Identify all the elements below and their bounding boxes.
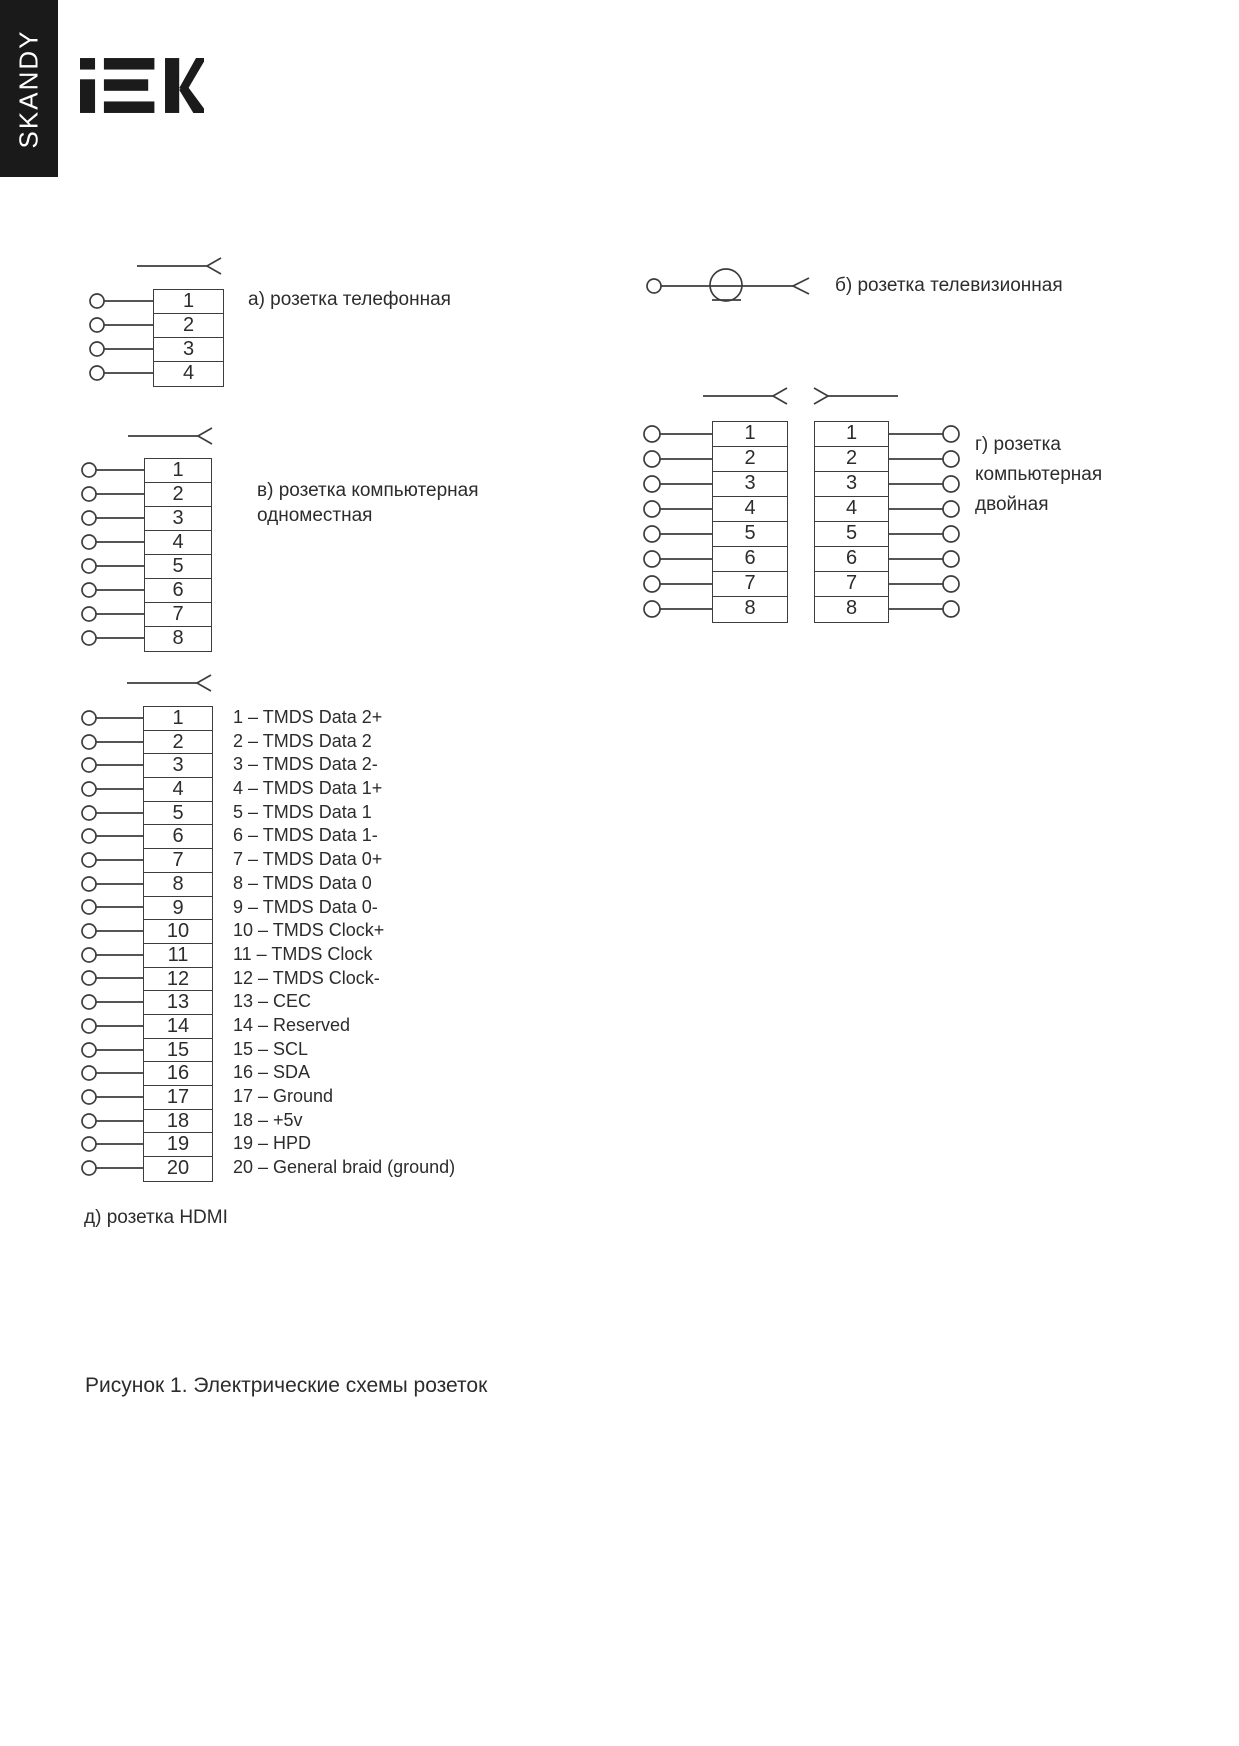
pin-cell: 16 (144, 1062, 212, 1086)
pin-cell: 15 (144, 1039, 212, 1063)
brand-vertical-text: SKANDY (13, 29, 44, 148)
pin-cell: 3 (154, 338, 223, 362)
hdmi-pin-description: 14 – Reserved (233, 1014, 351, 1035)
pin-cell: 7 (144, 849, 212, 873)
pin-cell: 1 (154, 290, 223, 314)
pin-cell: 4 (713, 497, 787, 522)
hdmi-pin-descriptions (233, 706, 455, 1180)
telephone-socket-label: а) розетка телефонная (248, 289, 451, 310)
label-line: г) розетка (975, 434, 1061, 455)
pin-cell: 1 (713, 422, 787, 447)
pin-cell: 4 (815, 497, 888, 522)
computer-double-leads (644, 388, 959, 617)
pin-cell: 8 (845, 597, 858, 619)
pin-cell: 13 (144, 991, 212, 1015)
hdmi-pinbox (143, 706, 213, 1182)
hdmi-pin-description: 15 – SCL (233, 1038, 309, 1059)
hdmi-pin-description: 2 – TMDS Data 2 (233, 730, 372, 751)
pin-cell: 12 (144, 968, 212, 992)
pin-cell: 7 (145, 603, 211, 627)
pin-cell: 19 (144, 1133, 212, 1157)
pin-cell: 2 (144, 731, 212, 755)
computer-double-left-pinbox (712, 421, 788, 623)
pin-cell: 7 (815, 572, 888, 597)
pin-cell: 18 (144, 1110, 212, 1134)
pin-cell: 4 (182, 362, 195, 384)
hdmi-pin-description: 1 – TMDS Data 2+ (233, 707, 383, 727)
label-line: компьютерная (975, 464, 1103, 485)
hdmi-socket-label: д) розетка HDMI (84, 1207, 228, 1228)
hdmi-pin-description: 7 – TMDS Data 0+ (233, 849, 383, 870)
computer-single-pinbox (144, 458, 212, 652)
pin-cell: 5 (145, 555, 211, 579)
hdmi-pin-description: 9 – TMDS Data 0- (233, 896, 378, 917)
pin-cell: 8 (144, 873, 212, 897)
pin-cell: 4 (144, 778, 212, 802)
pin-cell: 5 (144, 802, 212, 826)
pin-cell: 2 (145, 483, 211, 507)
hdmi-pin-description: 5 – TMDS Data 1 (233, 801, 372, 822)
pin-cell: 6 (815, 547, 888, 572)
pin-cell: 17 (144, 1086, 212, 1110)
hdmi-pin-description: 11 – TMDS Clock (233, 943, 373, 964)
pin-cell: 8 (744, 597, 756, 619)
telephone-pinbox (153, 289, 224, 387)
pin-cell: 7 (713, 572, 787, 597)
pin-cell: 14 (144, 1015, 212, 1039)
hdmi-pin-description: 3 – TMDS Data 2- (233, 754, 378, 775)
pin-cell: 3 (145, 507, 211, 531)
pin-cell: 11 (144, 944, 212, 968)
pin-cell: 10 (144, 920, 212, 944)
hdmi-pin-description: 8 – TMDS Data 0 (233, 872, 372, 893)
hdmi-pin-description: 18 – +5v (233, 1109, 303, 1130)
figure-caption: Рисунок 1. Электрические схемы розеток (85, 1374, 488, 1397)
pin-cell: 1 (815, 422, 888, 447)
hdmi-pin-description: 16 – SDA (233, 1062, 311, 1083)
label-line: одноместная (257, 505, 373, 526)
pin-cell: 6 (144, 825, 212, 849)
tv-socket-symbol (647, 269, 809, 301)
hdmi-pin-description: 6 – TMDS Data 1- (233, 825, 378, 846)
hdmi-pin-description: 13 – CEC (233, 991, 312, 1012)
pin-cell: 6 (713, 547, 787, 572)
pin-cell: 3 (713, 472, 787, 497)
pin-cell: 2 (815, 447, 888, 472)
computer-double-label (975, 430, 1102, 520)
pin-cell: 5 (713, 522, 787, 547)
pin-cell: 4 (145, 531, 211, 555)
computer-single-label (257, 478, 478, 528)
hdmi-pin-description: 17 – Ground (233, 1086, 334, 1106)
hdmi-pin-description: 12 – TMDS Clock- (233, 967, 380, 988)
pin-cell: 8 (172, 627, 184, 649)
pin-cell: 3 (815, 472, 888, 497)
label-line: в) розетка компьютерная (257, 480, 479, 501)
pin-cell: 1 (144, 707, 212, 731)
hdmi-pin-description: 10 – TMDS Clock+ (233, 920, 385, 941)
pin-cell: 1 (145, 459, 211, 483)
pin-cell: 3 (144, 754, 212, 778)
pin-cell: 5 (815, 522, 888, 547)
hdmi-pin-description: 19 – HPD (233, 1133, 312, 1154)
pin-cell: 20 (166, 1157, 190, 1180)
pin-cell: 6 (145, 579, 211, 603)
pin-cell: 2 (154, 314, 223, 338)
pin-cell: 2 (713, 447, 787, 472)
hdmi-pin-description: 20 – General braid (ground) (233, 1157, 456, 1178)
computer-double-right-pinbox (814, 421, 889, 623)
hdmi-pin-description: 4 – TMDS Data 1+ (233, 778, 383, 799)
tv-socket-label: б) розетка телевизионная (835, 275, 1063, 296)
label-line: двойная (975, 494, 1049, 515)
pin-cell: 9 (144, 897, 212, 921)
